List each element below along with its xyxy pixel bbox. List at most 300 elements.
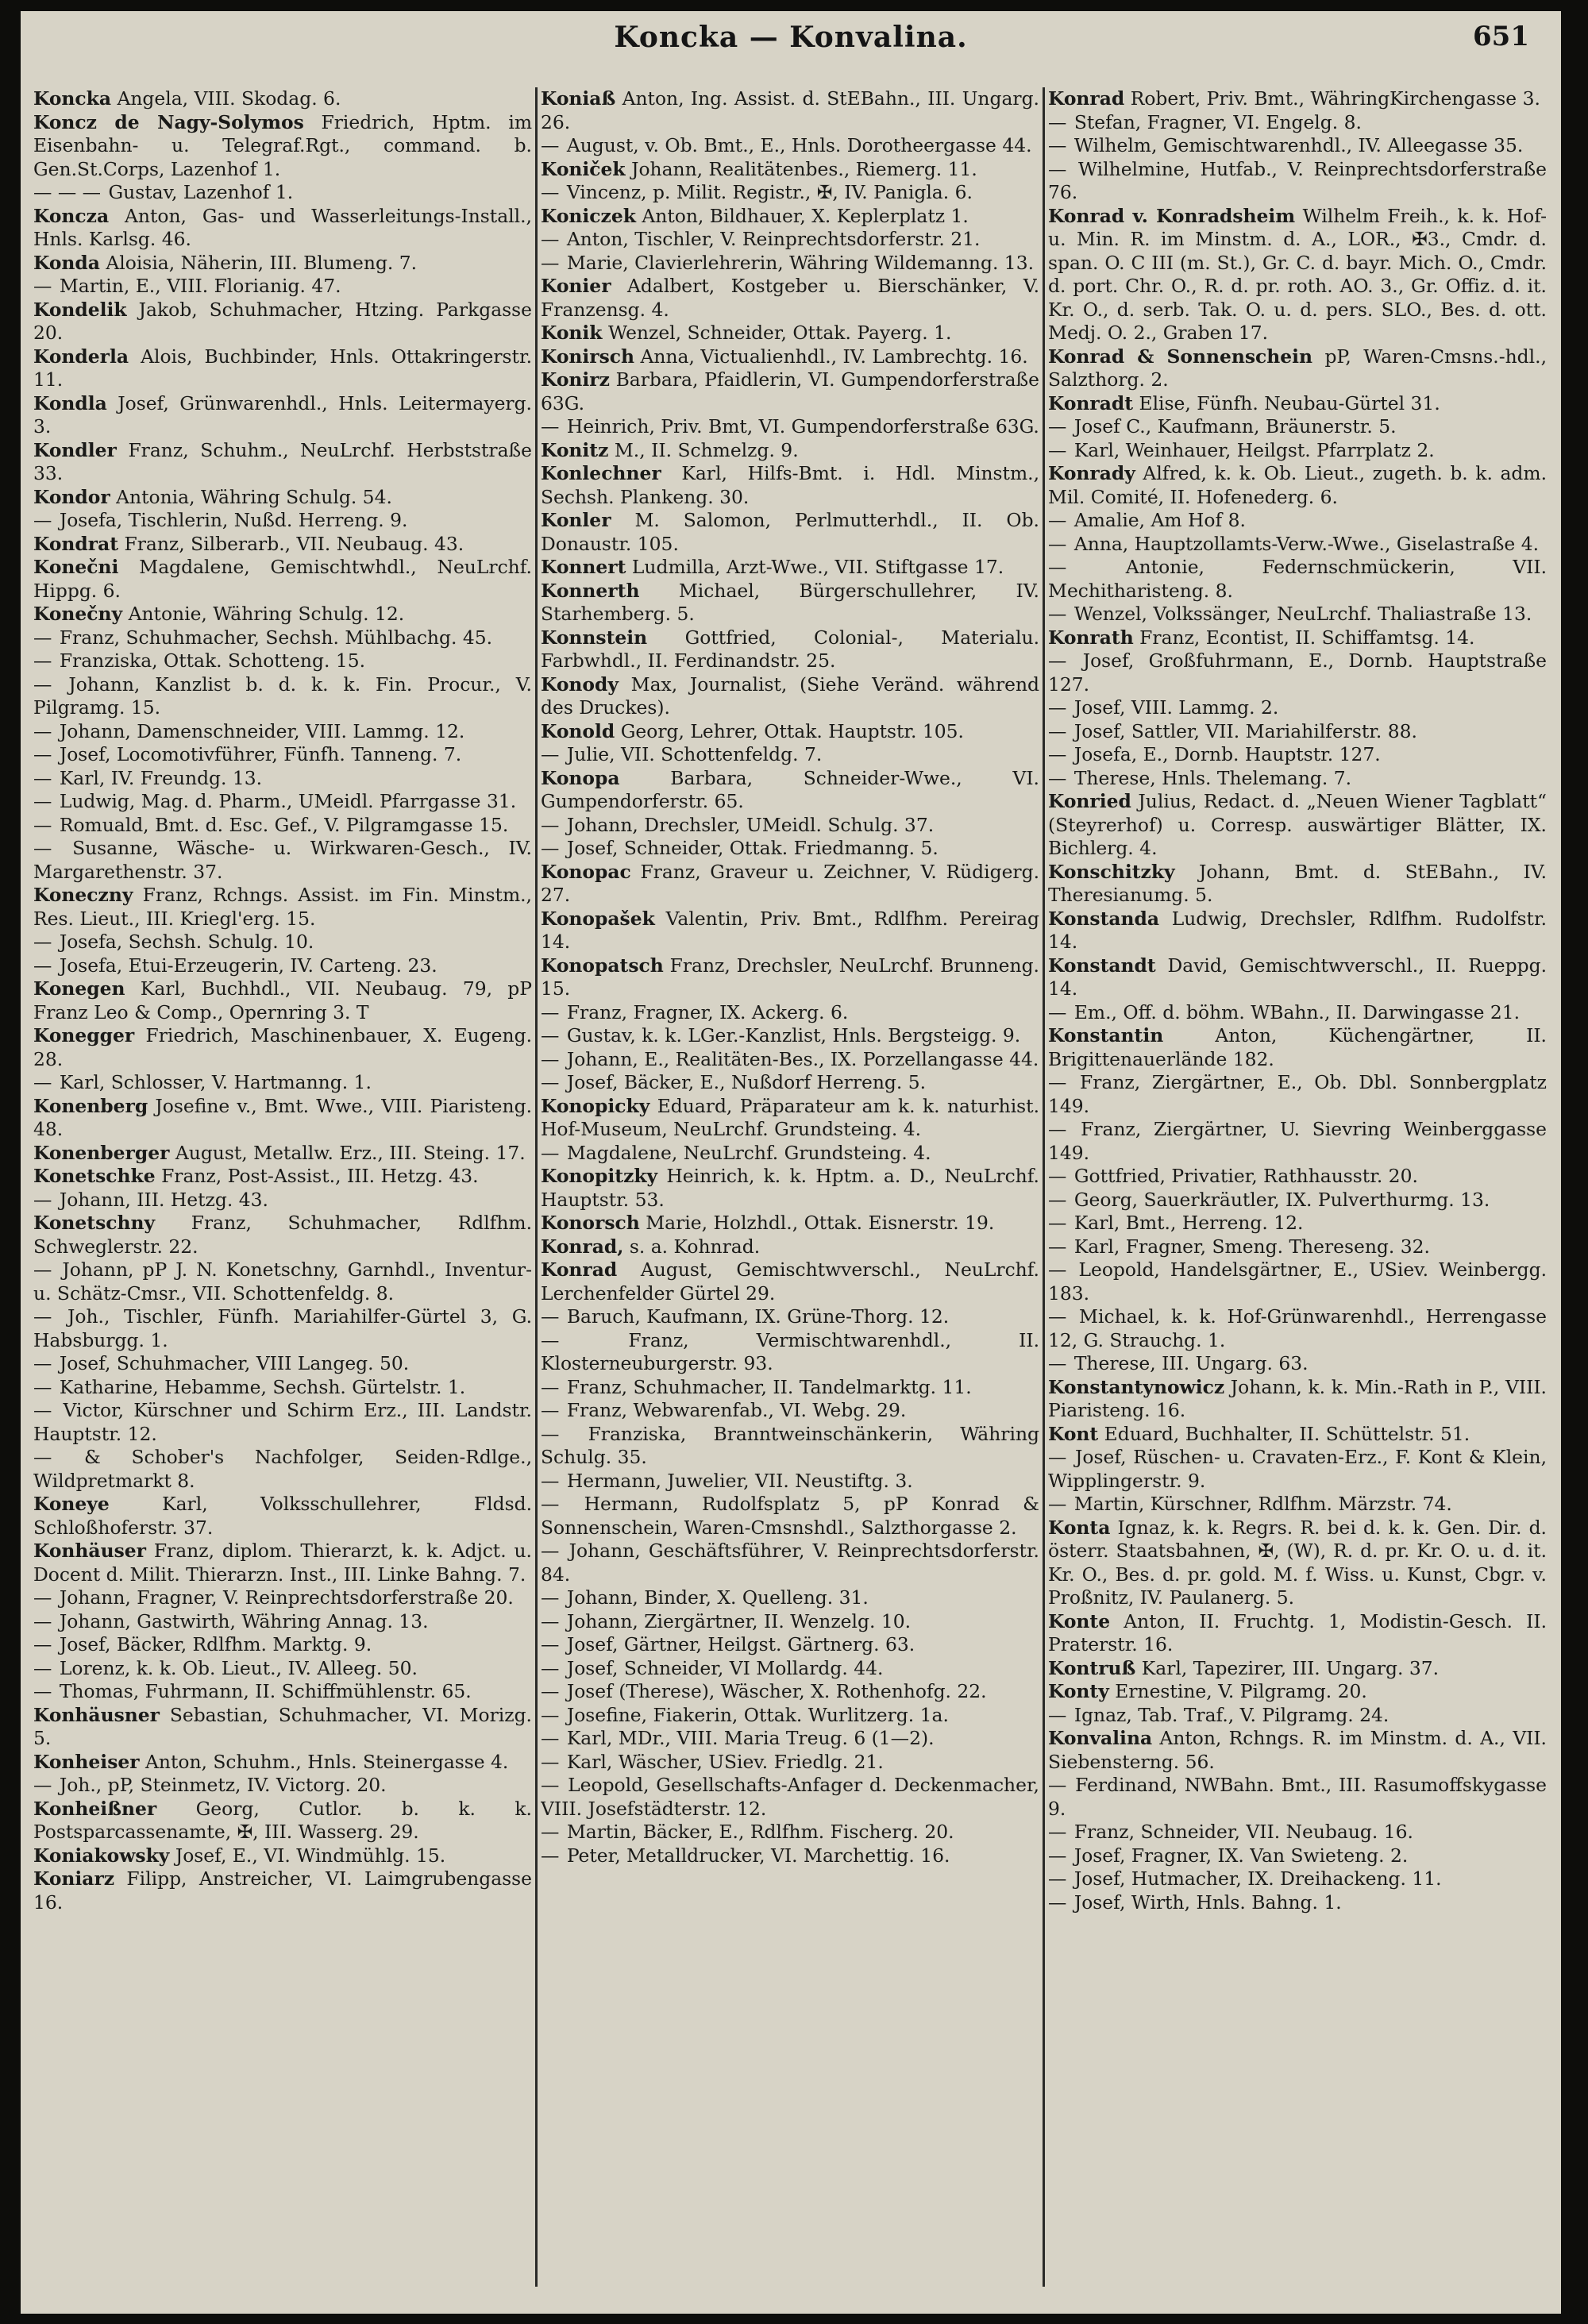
entry-details: Franz, Econtist, II. Schiffamtsg. 14. bbox=[1139, 626, 1475, 649]
column-divider bbox=[535, 87, 538, 2287]
directory-entry bbox=[1048, 345, 1547, 392]
entry-dash: — bbox=[1048, 110, 1067, 133]
entry-details: Johann, pP J. N. Konetschny, Garnhdl., Inventur- u. Schätz-Cmsr., VII. Schottenfeldg. 8. bbox=[33, 1258, 532, 1305]
entry-surname: Konnert bbox=[541, 556, 626, 578]
entry-details: Anton, Bildhauer, X. Keplerplatz 1. bbox=[642, 204, 969, 227]
entry-dash: — bbox=[541, 1844, 560, 1867]
entry-surname: Konenberg bbox=[33, 1094, 148, 1117]
directory-entry bbox=[33, 275, 532, 299]
directory-entry bbox=[33, 1212, 532, 1258]
entry-dash: — bbox=[1048, 649, 1067, 672]
entry-surname: Konrady bbox=[1048, 462, 1135, 484]
entry-dash: — bbox=[33, 931, 52, 953]
entry-dash: — bbox=[541, 1703, 560, 1726]
entry-surname: Konrad bbox=[1048, 87, 1125, 110]
directory-entry bbox=[33, 1610, 532, 1634]
directory-page bbox=[21, 11, 1561, 2314]
entry-details: Therese, Hnls. Thelemang. 7. bbox=[1073, 766, 1352, 789]
entry-dash: — bbox=[541, 1727, 560, 1749]
entry-details: Georg, Sauerkräutler, IX. Pulverthurmg. 13. bbox=[1073, 1188, 1490, 1211]
entry-dash: — bbox=[541, 1680, 560, 1702]
entry-dash: — bbox=[33, 837, 52, 859]
entry-dash: — bbox=[541, 134, 560, 156]
entry-details: Franz, Post-Assist., III. Hetzg. 43. bbox=[161, 1165, 479, 1187]
directory-entry bbox=[1048, 1118, 1547, 1165]
entry-details: August, Gemischtwverschl., NeuLrchf. Lerchenfelder Gürtel 29. bbox=[541, 1258, 1039, 1305]
directory-entry bbox=[541, 1610, 1039, 1634]
page-number: 651 bbox=[1473, 21, 1529, 52]
entry-details: Franz, Drechsler, NeuLrchf. Brunneng. 15. bbox=[541, 954, 1039, 1000]
directory-entry bbox=[33, 1680, 532, 1704]
entry-dash: — bbox=[541, 1375, 560, 1398]
entry-surname: Koncz de Nagy-Solymos bbox=[33, 110, 304, 133]
entry-details: Julie, VII. Schottenfeldg. 7. bbox=[566, 743, 823, 765]
directory-entry bbox=[33, 1189, 532, 1212]
entry-details: Katharine, Hebamme, Sechsh. Gürtelstr. 1. bbox=[59, 1375, 466, 1398]
entry-dash: — bbox=[541, 1000, 560, 1023]
directory-entry bbox=[33, 252, 532, 276]
directory-entry bbox=[1048, 1071, 1547, 1118]
entry-details: Franz, Webwarenfab., VI. Webg. 29. bbox=[566, 1399, 907, 1421]
entry-dash: — bbox=[1048, 743, 1067, 765]
entry-details: Barbara, Pfaidlerin, VI. Gumpendorferstraße 63G. bbox=[541, 368, 1039, 414]
entry-details: Franz, Rchngs. Assist. im Fin. Minstm., Res. Lieut., III. Kriegl'erg. 15. bbox=[33, 884, 532, 930]
entry-surname: Konopicky bbox=[541, 1094, 650, 1117]
directory-entry bbox=[541, 908, 1039, 954]
entry-details: M. Salomon, Perlmutterhdl., II. Ob. Donaustr. 105. bbox=[541, 509, 1039, 555]
entry-surname: Koncza bbox=[33, 204, 110, 227]
directory-entry bbox=[33, 1798, 532, 1844]
entry-details: Josef C., Kaufmann, Bräunerstr. 5. bbox=[1073, 415, 1397, 437]
directory-entry bbox=[1048, 87, 1547, 111]
entry-details: Franz, Ziergärtner, U. Sievring Weinberggasse 149. bbox=[1048, 1118, 1547, 1164]
entry-details: Robert, Priv. Bmt., WähringKirchengasse 3. bbox=[1130, 87, 1540, 110]
entry-surname: Konopašek bbox=[541, 907, 655, 930]
entry-details: Gustav, Lazenhof 1. bbox=[108, 181, 294, 203]
entry-details: Gottfried, Privatier, Rathhausstr. 20. bbox=[1073, 1165, 1418, 1187]
directory-entry bbox=[541, 275, 1039, 322]
entry-surname: Konderla bbox=[33, 345, 129, 368]
running-head: Koncka — Konvalina. bbox=[614, 21, 968, 54]
entry-dash: — bbox=[1048, 1118, 1067, 1140]
entry-details: Johann, Bmt. d. StEBahn., IV. Theresianumg. 5. bbox=[1048, 860, 1547, 906]
directory-entry bbox=[33, 1493, 532, 1540]
entry-dash: — bbox=[1048, 719, 1067, 742]
entry-details: Franz, diplom. Thierarzt, k. k. Adjct. u. Docent d. Milit. Thierarzn. Inst., III. Linke Bahng. 7. bbox=[33, 1540, 532, 1586]
entry-details: Josef, Hutmacher, IX. Dreihackeng. 11. bbox=[1073, 1867, 1442, 1890]
directory-entry bbox=[541, 1235, 1039, 1259]
entry-surname: Kondler bbox=[33, 438, 117, 461]
entry-surname: Konitz bbox=[541, 438, 609, 461]
directory-entry bbox=[1048, 533, 1547, 557]
entry-details: Anton, Ing. Assist. d. StEBahn., III. Ungarg. 26. bbox=[541, 87, 1039, 133]
page-header bbox=[52, 17, 1529, 65]
entry-details: Josef, Wirth, Hnls. Bahng. 1. bbox=[1073, 1890, 1342, 1914]
directory-entry bbox=[541, 368, 1039, 415]
entry-details: Stefan, Fragner, VI. Engelg. 8. bbox=[1073, 110, 1362, 133]
entry-details: Wenzel, Volkssänger, NeuLrchf. Thaliastraße 13. bbox=[1073, 603, 1532, 625]
directory-entry bbox=[1048, 439, 1547, 463]
directory-entry bbox=[541, 1024, 1039, 1048]
entry-dash: — bbox=[1048, 157, 1067, 180]
directory-entry bbox=[33, 1024, 532, 1071]
entry-dash: — bbox=[33, 1258, 52, 1281]
entry-details: Karl, Buchhdl., VII. Neubaug. 79, pP Franz Leo & Comp., Opernring 3. T bbox=[33, 977, 532, 1023]
directory-entry bbox=[1048, 1680, 1547, 1704]
entry-surname: Koneczny bbox=[33, 884, 133, 906]
entry-surname: Koncka bbox=[33, 87, 112, 110]
directory-entry bbox=[33, 1258, 532, 1305]
entry-details: Ernestine, V. Pilgramg. 20. bbox=[1115, 1680, 1367, 1702]
entry-dash: — bbox=[33, 1305, 52, 1328]
directory-entry bbox=[541, 1305, 1039, 1329]
entry-details: Gottfried, Colonial-, Materialu. Farbwhdl., II. Ferdinandstr. 25. bbox=[541, 626, 1039, 672]
directory-entry bbox=[541, 626, 1039, 673]
entry-details: Valentin, Priv. Bmt., Rdlfhm. Pereirag 14. bbox=[541, 907, 1039, 953]
entry-details: Josefine, Fiakerin, Ottak. Wurlitzerg. 1a. bbox=[566, 1703, 949, 1726]
entry-details: Johann, Binder, X. Quelleng. 31. bbox=[566, 1586, 869, 1609]
directory-entry bbox=[541, 205, 1039, 229]
entry-dash: — bbox=[541, 1328, 560, 1351]
entry-dash: — bbox=[1048, 1446, 1067, 1468]
entry-dash: — bbox=[1048, 1890, 1067, 1914]
entry-surname: Konler bbox=[541, 509, 611, 531]
entry-dash: — bbox=[1048, 1493, 1067, 1515]
directory-entry bbox=[33, 649, 532, 673]
entry-surname: Konody bbox=[541, 673, 619, 696]
entry-dash: — bbox=[541, 1633, 560, 1655]
entry-details: Heinrich, Priv. Bmt, VI. Gumpendorferstraße 63G. bbox=[566, 415, 1039, 437]
entry-details: Magdalene, Gemischtwhdl., NeuLrchf. Hippg. 6. bbox=[33, 556, 532, 602]
directory-entry bbox=[33, 720, 532, 744]
entry-details: Friedrich, Hptm. im Eisenbahn- u. Telegraf.Rgt., command. b. Gen.St.Corps, Lazenhof 1. bbox=[33, 110, 532, 180]
entry-surname: Konried bbox=[1048, 790, 1131, 812]
entry-details: Karl, Weinhauer, Heilgst. Pfarrplatz 2. bbox=[1073, 438, 1435, 461]
entry-details: David, Gemischtwverschl., II. Rueppg. 14. bbox=[1048, 954, 1547, 1000]
entry-details: Joh., pP, Steinmetz, IV. Victorg. 20. bbox=[59, 1774, 387, 1796]
directory-entry bbox=[33, 1165, 532, 1189]
entry-dash: — bbox=[33, 626, 52, 649]
entry-details: Eduard, Buchhalter, II. Schüttelstr. 51. bbox=[1104, 1422, 1470, 1445]
entry-dash: — bbox=[1048, 1821, 1067, 1843]
directory-entry bbox=[541, 1048, 1039, 1072]
directory-entry bbox=[541, 439, 1039, 463]
entry-details: Filipp, Anstreicher, VI. Laimgrubengasse 16. bbox=[33, 1867, 532, 1914]
directory-entry bbox=[541, 743, 1039, 767]
entry-details: M., II. Schmelzg. 9. bbox=[614, 438, 799, 461]
entry-details: Johann, Ziergärtner, II. Wenzelg. 10. bbox=[566, 1609, 912, 1632]
entry-details: Marie, Holzhdl., Ottak. Eisnerstr. 19. bbox=[646, 1212, 995, 1234]
directory-entry bbox=[541, 1680, 1039, 1704]
entry-details: Josef, Bäcker, E., Nußdorf Herreng. 5. bbox=[566, 1071, 927, 1093]
entry-details: Gustav, k. k. LGer.-Kanzlist, Hnls. Bergsteigg. 9. bbox=[566, 1024, 1021, 1046]
entry-surname: Kondrat bbox=[33, 532, 119, 555]
directory-entry bbox=[1048, 1446, 1547, 1493]
directory-entry bbox=[1048, 1844, 1547, 1868]
entry-details: Josefa, E., Dornb. Hauptstr. 127. bbox=[1073, 743, 1381, 765]
entry-dash: — bbox=[541, 1586, 560, 1609]
directory-entry bbox=[541, 954, 1039, 1001]
entry-details: Josef, Schuhmacher, VIII Langeg. 50. bbox=[59, 1352, 410, 1374]
directory-entry bbox=[541, 837, 1039, 861]
entry-details: Johann, k. k. Min.-Rath in P., VIII. Piaristeng. 16. bbox=[1048, 1375, 1547, 1421]
entry-dash: — bbox=[1048, 1000, 1067, 1023]
entry-surname: Koniaß bbox=[541, 87, 616, 110]
directory-entry bbox=[1048, 158, 1547, 205]
entry-surname: Konhäuser bbox=[33, 1540, 146, 1562]
entry-details: Franz, Ziergärtner, E., Ob. Dbl. Sonnbergplatz 149. bbox=[1048, 1071, 1547, 1117]
directory-entry bbox=[33, 181, 532, 205]
entry-surname: Konrad & Sonnenschein bbox=[1048, 345, 1313, 368]
directory-entry bbox=[541, 1657, 1039, 1681]
entry-surname: Konopa bbox=[541, 766, 620, 789]
entry-details: Georg, Cutlor. b. k. k. Postsparcassenamte, ✠, III. Wasserg. 29. bbox=[33, 1797, 532, 1843]
directory-entry bbox=[33, 1399, 532, 1446]
directory-columns bbox=[33, 87, 1550, 2303]
entry-details: Josefa, Sechsh. Schulg. 10. bbox=[59, 931, 314, 953]
entry-details: Leopold, Gesellschafts-Anfager d. Deckenmacher, VIII. Josefstädterstr. 12. bbox=[541, 1774, 1039, 1820]
entry-surname: Konschitzky bbox=[1048, 860, 1175, 883]
directory-entry bbox=[1048, 603, 1547, 626]
directory-entry bbox=[33, 1657, 532, 1681]
entry-details: Magdalene, NeuLrchf. Grundsteing. 4. bbox=[566, 1141, 931, 1164]
entry-dash: — bbox=[33, 1399, 52, 1421]
entry-dash: — bbox=[33, 766, 52, 789]
entry-dash: — bbox=[1048, 1774, 1067, 1796]
entry-dash: — bbox=[1048, 1305, 1067, 1328]
entry-dash: — bbox=[541, 1305, 560, 1328]
entry-details: Josef, Sattler, VII. Mariahilferstr. 88. bbox=[1073, 719, 1417, 742]
directory-entry bbox=[541, 1001, 1039, 1025]
directory-entry bbox=[541, 1142, 1039, 1166]
entry-dash: — bbox=[33, 954, 52, 977]
column-1 bbox=[33, 87, 532, 2303]
directory-entry bbox=[541, 1633, 1039, 1657]
directory-entry bbox=[541, 1399, 1039, 1423]
directory-entry bbox=[33, 509, 532, 533]
entry-details: Barbara, Schneider-Wwe., VI. Gumpendorferstr. 65. bbox=[541, 766, 1039, 812]
directory-entry bbox=[33, 673, 532, 720]
entry-details: Karl, Schlosser, V. Hartmanng. 1. bbox=[59, 1071, 372, 1093]
directory-entry bbox=[541, 673, 1039, 720]
entry-details: Johann, Gastwirth, Währing Annag. 13. bbox=[59, 1609, 429, 1632]
directory-entry bbox=[541, 1540, 1039, 1586]
directory-entry bbox=[33, 814, 532, 838]
entry-dash: — bbox=[1048, 766, 1067, 789]
directory-entry bbox=[33, 345, 532, 392]
directory-entry bbox=[1048, 1024, 1547, 1071]
entry-dash: — bbox=[1048, 532, 1067, 555]
entry-details: Friedrich, Maschinenbauer, X. Eugeng. 28. bbox=[33, 1024, 532, 1070]
entry-details: Karl, Volksschullehrer, Fldsd. Schloßhoferstr. 37. bbox=[33, 1493, 532, 1539]
entry-details: August, v. Ob. Bmt., E., Hnls. Dorotheergasse 44. bbox=[566, 134, 1032, 156]
entry-details: pP, Waren-Cmsns.-hdl., Salzthorg. 2. bbox=[1048, 345, 1547, 391]
directory-entry bbox=[33, 392, 532, 439]
entry-dash: — bbox=[541, 743, 560, 765]
directory-entry bbox=[33, 977, 532, 1024]
directory-entry bbox=[541, 228, 1039, 252]
entry-surname: Konečni bbox=[33, 556, 119, 578]
entry-surname: Konstanda bbox=[1048, 907, 1160, 930]
entry-surname: Konnerth bbox=[541, 579, 640, 602]
directory-entry bbox=[1048, 1610, 1547, 1657]
entry-details: Leopold, Handelsgärtner, E., USiev. Weinbergg. 183. bbox=[1048, 1258, 1547, 1305]
entry-dash: — bbox=[33, 813, 52, 836]
directory-entry bbox=[1048, 743, 1547, 767]
entry-details: Josef, E., VI. Windmühlg. 15. bbox=[175, 1844, 446, 1867]
entry-details: Anton, Küchengärtner, II. Brigittenauerlände 182. bbox=[1048, 1024, 1547, 1070]
entry-dash: — bbox=[33, 1586, 52, 1609]
entry-surname: Konrad bbox=[541, 1258, 618, 1281]
entry-details: Josefine v., Bmt. Wwe., VIII. Piaristeng. 48. bbox=[33, 1094, 532, 1140]
entry-dash: — bbox=[541, 1071, 560, 1093]
entry-details: Karl, Fragner, Smeng. Thereseng. 32. bbox=[1073, 1235, 1430, 1258]
entry-dash: — bbox=[1048, 1235, 1067, 1258]
entry-details: Josef, Gärtner, Heilgst. Gärtnerg. 63. bbox=[566, 1633, 915, 1655]
directory-entry bbox=[541, 181, 1039, 205]
entry-details: Josef, Schneider, Ottak. Friedmanng. 5. bbox=[566, 837, 939, 859]
entry-surname: Kontruß bbox=[1048, 1656, 1136, 1679]
entry-dash: — bbox=[541, 415, 560, 437]
entry-surname: Konik bbox=[541, 322, 603, 344]
column-divider bbox=[1043, 87, 1045, 2287]
directory-entry bbox=[541, 1774, 1039, 1821]
entry-dash: — bbox=[1048, 1212, 1067, 1234]
entry-details: Romuald, Bmt. d. Esc. Gef., V. Pilgramgasse 15. bbox=[59, 813, 509, 836]
directory-entry bbox=[33, 1305, 532, 1352]
directory-entry bbox=[541, 767, 1039, 814]
entry-surname: Konetschny bbox=[33, 1212, 156, 1234]
directory-entry bbox=[33, 884, 532, 931]
entry-surname: Konorsch bbox=[541, 1212, 640, 1234]
directory-entry bbox=[541, 861, 1039, 908]
directory-entry bbox=[541, 1470, 1039, 1493]
entry-dash: — bbox=[33, 1680, 52, 1702]
entry-dash: — bbox=[33, 1071, 52, 1093]
entry-surname: Konetschke bbox=[33, 1165, 156, 1187]
directory-entry bbox=[33, 767, 532, 791]
entry-details: Therese, III. Ungarg. 63. bbox=[1073, 1352, 1309, 1374]
directory-entry bbox=[541, 1493, 1039, 1540]
entry-surname: Konopitzky bbox=[541, 1165, 658, 1187]
entry-dash: — bbox=[541, 1047, 560, 1070]
directory-entry bbox=[33, 533, 532, 557]
entry-details: Peter, Metalldrucker, VI. Marchettig. 16. bbox=[566, 1844, 950, 1867]
entry-surname: Konheiser bbox=[33, 1750, 140, 1773]
entry-surname: Koniček bbox=[541, 157, 626, 180]
entry-details: Wilhelm Freih., k. k. Hof- u. Min. R. im Minstm. d. A., LOR., ✠3., Cmdr. d. span. O. C III (m. St.), Gr. C. d. bayr. Mich. O., Cmdr. d. port. Chr. O., R. d. pr. roth. AO. 3., Gr. Offiz. d. it. Kr. O., d. serb. Tak. O. u. d. pers. SLO., Bes. d. ott. Medj. O. 2., Graben 17. bbox=[1048, 204, 1547, 344]
directory-entry bbox=[1048, 509, 1547, 533]
entry-dash: — bbox=[1048, 696, 1067, 719]
directory-entry bbox=[541, 509, 1039, 556]
entry-details: Johann, Geschäftsführer, V. Reinprechtsdorferstr. 84. bbox=[541, 1540, 1039, 1586]
directory-entry bbox=[541, 134, 1039, 158]
entry-details: Franz, Schuhmacher, Sechsh. Mühlbachg. 45. bbox=[59, 626, 493, 649]
entry-details: Anton, Gas- und Wasserleitungs-Install., Hnls. Karlsg. 46. bbox=[33, 204, 532, 250]
directory-entry bbox=[33, 1446, 532, 1493]
entry-surname: Konhäusner bbox=[33, 1703, 160, 1726]
entry-dash: — bbox=[541, 228, 560, 250]
entry-dash: — bbox=[541, 837, 560, 859]
entry-details: Julius, Redact. d. „Neuen Wiener Tagblatt“ (Steyrerhof) u. Corresp. auswärtiger Blätter, IX. Bichlerg. 4. bbox=[1048, 790, 1547, 859]
entry-details: Ignaz, Tab. Traf., V. Pilgramg. 24. bbox=[1073, 1703, 1390, 1726]
entry-details: Thomas, Fuhrmann, II. Schiffmühlenstr. 65. bbox=[59, 1680, 472, 1702]
directory-entry bbox=[33, 439, 532, 486]
entry-dash: — bbox=[1048, 603, 1067, 625]
entry-dash: — bbox=[1048, 1867, 1067, 1890]
entry-details: Franz, Schneider, VII. Neubaug. 16. bbox=[1073, 1821, 1413, 1843]
column-2 bbox=[541, 87, 1039, 2303]
directory-entry bbox=[541, 1071, 1039, 1095]
directory-entry bbox=[33, 111, 532, 182]
directory-entry bbox=[33, 1633, 532, 1657]
entry-details: Franz, Vermischtwarenhdl., II. Klosterneuburgerstr. 93. bbox=[541, 1328, 1039, 1374]
entry-dash: — bbox=[1048, 1071, 1067, 1093]
directory-entry bbox=[1048, 1774, 1547, 1821]
entry-surname: Kondor bbox=[33, 485, 110, 508]
directory-entry bbox=[33, 1071, 532, 1095]
entry-dash: — bbox=[33, 1352, 52, 1374]
directory-entry bbox=[1048, 1704, 1547, 1728]
entry-dash: — bbox=[1048, 556, 1067, 578]
directory-entry bbox=[1048, 954, 1547, 1001]
entry-details: Josef, Rüschen- u. Cravaten-Erz., F. Kont & Klein, Wipplingerstr. 9. bbox=[1048, 1446, 1547, 1492]
entry-dash: — bbox=[33, 719, 52, 742]
directory-entry bbox=[1048, 1212, 1547, 1235]
entry-details: Franz, Fragner, IX. Ackerg. 6. bbox=[566, 1000, 849, 1023]
entry-details: Michael, k. k. Hof-Grünwarenhdl., Herrengasse 12, G. Strauchg. 1. bbox=[1048, 1305, 1547, 1351]
entry-surname: Koniakowsky bbox=[33, 1844, 170, 1867]
directory-entry bbox=[1048, 392, 1547, 416]
entry-surname: Konlechner bbox=[541, 462, 661, 484]
entry-dash: — bbox=[33, 1774, 52, 1796]
directory-entry bbox=[541, 158, 1039, 182]
entry-details: Josef, Bäcker, Rdlfhm. Marktg. 9. bbox=[59, 1633, 372, 1655]
directory-entry bbox=[1048, 1423, 1547, 1447]
entry-details: Victor, Kürschner und Schirm Erz., III. Landstr. Hauptstr. 12. bbox=[33, 1399, 532, 1445]
entry-dash: — bbox=[33, 1188, 52, 1211]
directory-entry bbox=[33, 1095, 532, 1142]
directory-entry bbox=[1048, 767, 1547, 791]
entry-surname: Konrad v. Konradsheim bbox=[1048, 204, 1296, 227]
directory-entry bbox=[33, 1867, 532, 1914]
entry-dash: — bbox=[33, 743, 52, 765]
directory-entry bbox=[541, 1586, 1039, 1610]
entry-surname: Konenberger bbox=[33, 1141, 170, 1164]
directory-entry bbox=[33, 1376, 532, 1400]
entry-details: Em., Off. d. böhm. WBahn., II. Darwingasse 21. bbox=[1073, 1000, 1521, 1023]
entry-dash: — bbox=[541, 1422, 560, 1445]
directory-entry bbox=[1048, 1891, 1547, 1915]
entry-details: Anton, Tischler, V. Reinprechtsdorferstr. 21. bbox=[566, 228, 981, 250]
entry-details: Josef, Fragner, IX. Van Swieteng. 2. bbox=[1073, 1844, 1409, 1867]
entry-details: Baruch, Kaufmann, IX. Grüne-Thorg. 12. bbox=[566, 1305, 950, 1328]
directory-entry bbox=[1048, 626, 1547, 650]
entry-details: Antonia, Währing Schulg. 54. bbox=[116, 485, 392, 508]
directory-entry bbox=[1048, 111, 1547, 135]
entry-dash: — bbox=[541, 1469, 560, 1492]
entry-details: Franziska, Branntweinschänkerin, Währing Schulg. 35. bbox=[541, 1422, 1039, 1468]
entry-details: Franz, Schuhm., NeuLrchf. Herbststraße 33. bbox=[33, 438, 532, 484]
entry-surname: Konopatsch bbox=[541, 954, 664, 977]
entry-dash: — bbox=[541, 813, 560, 836]
entry-dash: — bbox=[1048, 1258, 1067, 1281]
entry-dash: — bbox=[33, 1446, 52, 1468]
entry-surname: Konta bbox=[1048, 1516, 1111, 1539]
entry-details: Eduard, Präparateur am k. k. naturhist. Hof-Museum, NeuLrchf. Grundsteing. 4. bbox=[541, 1094, 1039, 1140]
directory-entry bbox=[541, 720, 1039, 744]
directory-entry bbox=[1048, 1235, 1547, 1259]
